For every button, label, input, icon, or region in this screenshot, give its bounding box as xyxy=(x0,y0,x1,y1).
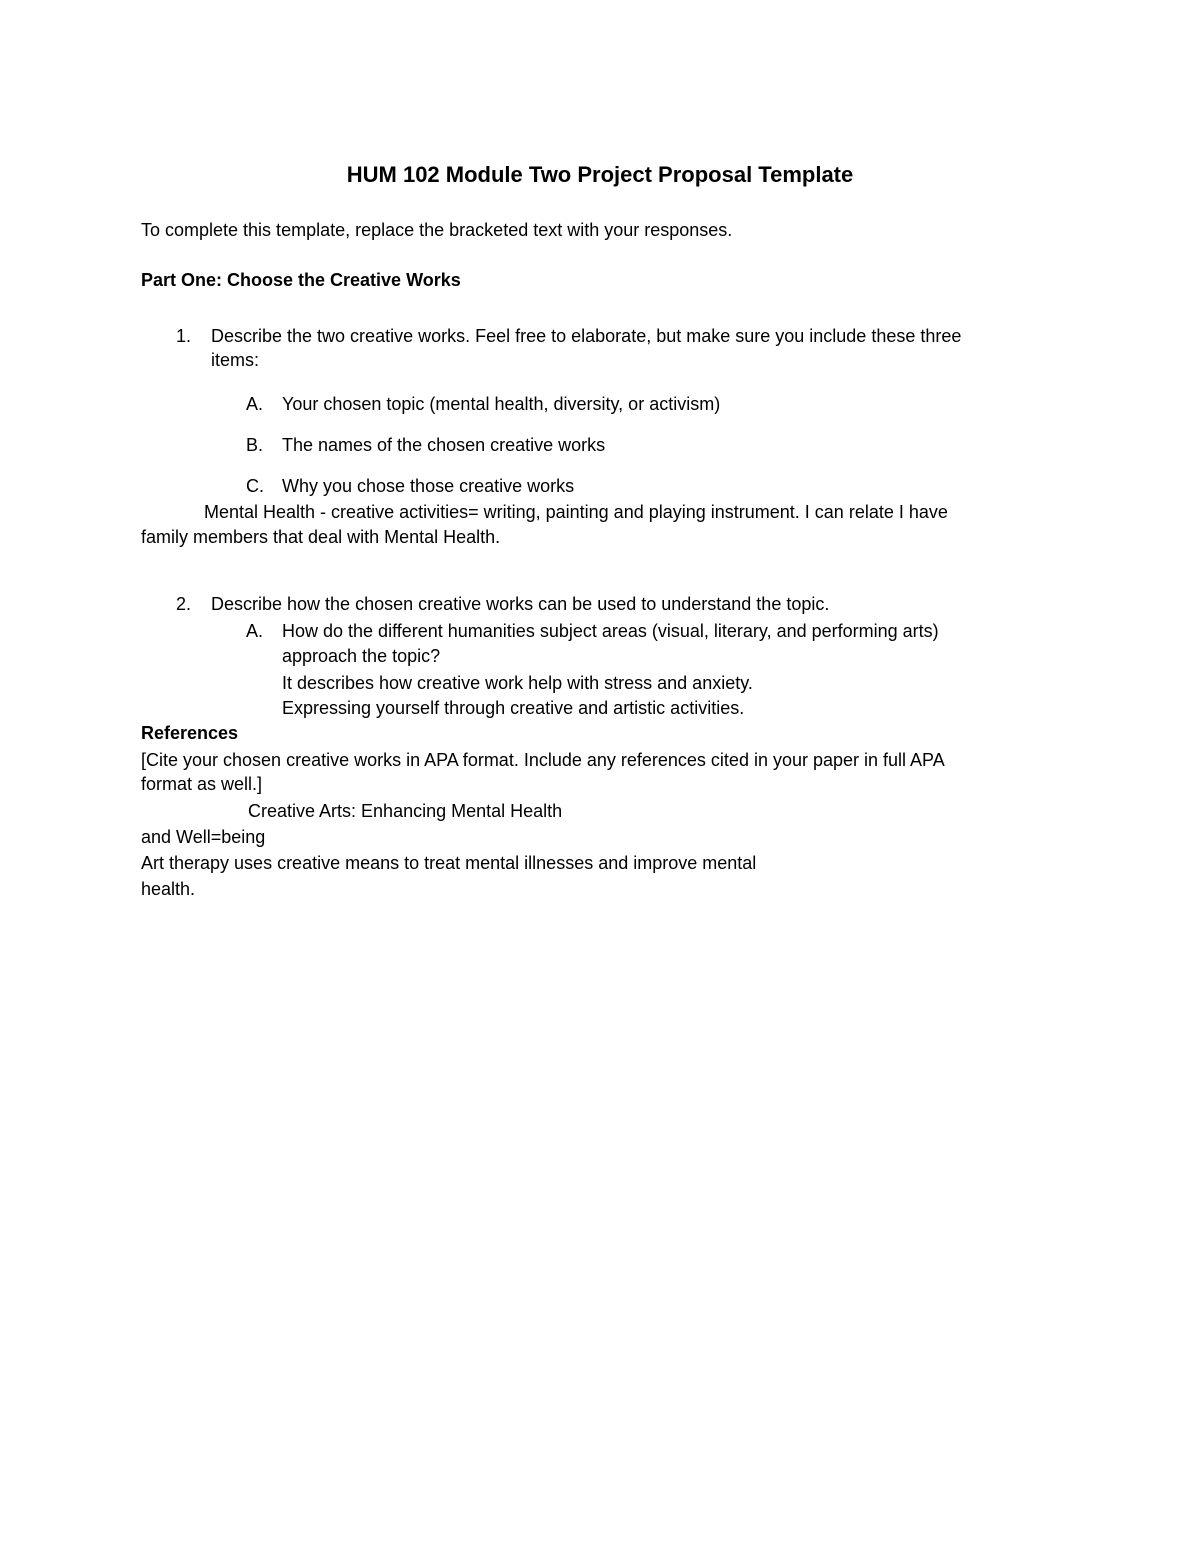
reference-entry-line4: health. xyxy=(141,879,196,899)
template-instruction: To complete this template, replace the bracketed text with your responses. xyxy=(141,220,733,240)
item-1-text-line2: items: xyxy=(211,350,260,370)
item-1-text-line1: Describe the two creative works. Feel free to elaborate, but make sure you include these three xyxy=(211,326,962,346)
reference-entry-line3: Art therapy uses creative means to treat mental illnesses and improve mental xyxy=(141,853,757,873)
references-instruction-line1: [Cite your chosen creative works in APA format. Include any references cited in your paper in full APA xyxy=(141,750,945,770)
item-2a-marker: A. xyxy=(246,621,264,641)
reference-entry-line1: Creative Arts: Enhancing Mental Health xyxy=(248,801,563,821)
item-1c-marker: C. xyxy=(246,476,264,496)
reference-entry-line2: and Well=being xyxy=(141,827,266,847)
item-1b-marker: B. xyxy=(246,435,264,455)
item-2a-response2: Expressing yourself through creative and artistic activities. xyxy=(282,698,745,718)
item-1-response-line2: family members that deal with Mental Health. xyxy=(141,527,501,547)
item-1a-marker: A. xyxy=(246,394,264,414)
item-2-text: Describe how the chosen creative works can be used to understand the topic. xyxy=(211,594,830,614)
item-2a-response1: It describes how creative work help with stress and anxiety. xyxy=(282,673,753,693)
item-1c-text: Why you chose those creative works xyxy=(282,476,575,496)
item-1b-text: The names of the chosen creative works xyxy=(282,435,606,455)
part-one-heading: Part One: Choose the Creative Works xyxy=(141,270,461,290)
item-2-number: 2. xyxy=(176,594,192,614)
item-1a-text: Your chosen topic (mental health, diversity, or activism) xyxy=(282,394,721,414)
document-title: HUM 102 Module Two Project Proposal Template xyxy=(346,162,854,187)
item-1-response-line1: Mental Health - creative activities= writing, painting and playing instrument. I can relate I have xyxy=(204,502,948,522)
item-1-number: 1. xyxy=(176,326,192,346)
references-heading: References xyxy=(141,723,239,743)
item-2a-text-line1: How do the different humanities subject areas (visual, literary, and performing arts) xyxy=(282,621,939,641)
item-2a-text-line2: approach the topic? xyxy=(282,646,441,666)
references-instruction-line2: format as well.] xyxy=(141,774,263,794)
